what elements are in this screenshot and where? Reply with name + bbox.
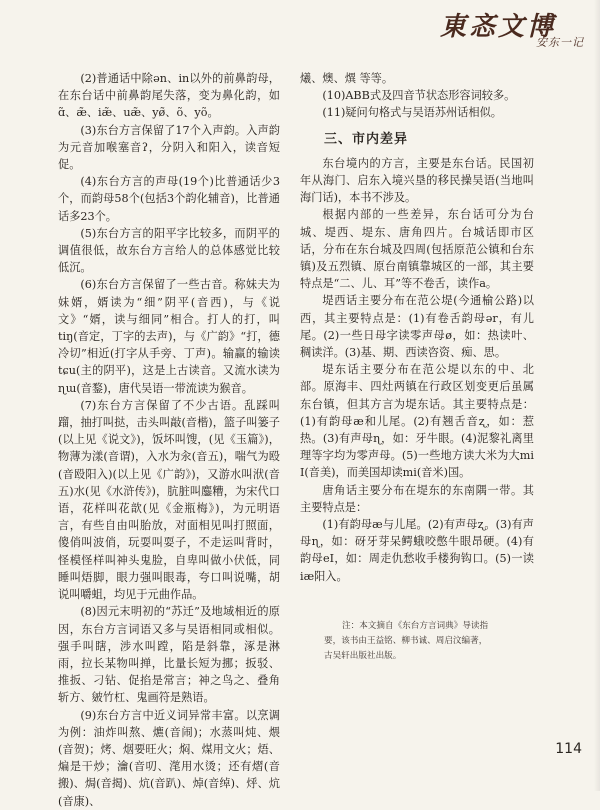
paragraph: 唐角话主要分布在堤东的东南隅一带。其主要特点是： [300,483,534,514]
left-column [58,70,280,810]
paragraph: (1)有韵母æ与儿尾。(2)有声母ʐ。(3)有声母ɳ，如：砑牙芽呆鳄蛾咬憋牛眼昂硬。(4)有韵母eI，如：周走仇愁收手楼狗钩口。(5)一读iæ阳入。 [300,518,534,583]
section-heading: 三、市内差异 [324,131,409,147]
paragraph: (9)东台方言中近义词异常丰富。以烹调为例：油炸叫熬、爊(音闹)；水蒸叫炖、煨(音贺)；烤、烟要旺火；焖、煤用文火；焐、煸是干炒；瀹(音叨、滗用水烫；还有熠(音搬)、焗(音揭)、炕(音趴)、焯(音绰)、烀、炕(音康)、 [58,708,280,808]
paragraph: 爔、燠、熼 等等。 [300,72,394,85]
page-edge-shadow [594,0,600,791]
paragraph: 东台境内的方言，主要是东台话。民国初年从海门、启东入境兴垦的移民操吴语(当地叫海门话)，本书不涉及。 [300,156,534,205]
paragraph: (7)东台方言保留了不少古语。乱踩叫蹓，抽打叫挞，击头叫敲(音楷)，篮子叫篓子(以上见《说文》)，饭坏叫馊，(见《玉篇》)，物薄为漾(音谓)，入水为汆(音五)，喘气为殴(音殴阳入)(以上见《广韵》)，又游水叫洑(音五)水(见《水浒传》)，肮脏叫鏖糟，为宋代口语，花样叫花歆(见《金瓶梅》)，为元明语言，有些自由叫胎放，对面相见叫打照面，傻俏叫波俏，玩耍叫耍子，不走运叫背时，怪模怪样叫神头鬼脸，自卑叫做小伏低，同睡叫焐脚，眼力强叫眼毒，夸口叫说嘴，胡说叫嚼蛆，均见于元曲作品。 [58,398,280,602]
note-line: 古吴轩出版社出版。 [324,650,402,661]
source-note [300,619,534,664]
right-column [300,70,534,664]
paragraph: (4)东台方言的声母(19个)比普通话少3个，而韵母58个(包括3个韵化辅音)，比普通话多23个。 [58,175,280,223]
note-line: 注：本文摘自《东台方言词典》导读指 [342,620,489,631]
paragraph: (5)东台方言的阳平字比较多，而阴平的调值很低，故东台方言给人的总体感觉比较低沉。 [58,226,280,275]
page-number: 114 [555,741,582,757]
paragraph: (3)东台方言保留了17个入声韵。入声韵为元音加喉塞音ʔ，分阴入和阳入，读音短促。 [58,123,280,172]
paragraph: (10)ABB式及四音节状态形容词较多。 [322,89,516,103]
paragraph: (2)普通话中除ən、in以外的前鼻韵母，在东台话中前鼻韵尾失落，变为鼻化韵，如ɑ̃、æ̃、iæ̃、uæ̃、yø̃、õ、yõ。 [58,72,280,120]
paragraph: 根据内部的一些差异，东台话可分为台城、堤西、堤东、唐角四片。台城话即市区话，分布在东台城及四周(包括原范公镇和台东镇)及五烈镇、原台南镇靠城区的一部，其主要特点是“二、儿、耳”等不卷舌，读作a。 [300,208,534,291]
magazine-logo [424,6,584,52]
logo-calligraphy: 東忞文博 [439,12,556,42]
paragraph: (11)疑问句格式与吴语苏州话相似。 [322,106,502,120]
paragraph: (6)东台方言保留了一些古音。称妹夫为妹婿，婿读为“细”阴平(音西)，与《说文》“婿，读与细同”相合。打人的打，叫tiŋ(音定，丁字的去声)，与《广韵》“打，德冷切”相近(打字从手旁、丁声)。输赢的输读tɕu(主的阴平)，这是上古读音。又流水读为ɳɯ(音鍪)，唐代吴语一带流读为猴音。 [58,278,280,395]
paragraph: 堤西话主要分布在范公堤(今通榆公路)以西，其主要特点是：(1)有卷舌韵母ər，有儿尾。(2)一些日母字读零声母ø，如：热读叶、稠读洋。(3)基、期、西读咨资、痴、思。 [300,294,534,360]
logo-signature: 安东一记 [536,36,584,49]
paragraph: (8)因元末明初的“苏迁”及地域相近的原因，东台方言词语又多与吴语相同或相似。强手叫瞎，涉水叫蹚，陷是斜靠，涿是淋雨，拉长某物叫掸，比量长短为挪；扳驳、推扳、刁钻、促掐是常言；神之鸟之、叠角斩方、皴竹杠、鬼画符是熟语。 [58,605,280,705]
note-line: 要，该书由王益铭、柳书诚、周启汶编著， [324,635,488,646]
paragraph: 堤东话主要分布在范公堤以东的中、北部。原海丰、四灶两镇在行政区划变更后虽属东台镇，但其方言为堤东话。其主要特点是：(1)有韵母æ和儿尾。(2)有翘舌音ʐ，如：惹热。(3)有声母ɳ，如：牙牛眼。(4)泥黎礼离里理等字均为零声母。(5)一些地方读大米为大mi I(音美)，而美国却读mi(音米)国。 [300,363,534,480]
